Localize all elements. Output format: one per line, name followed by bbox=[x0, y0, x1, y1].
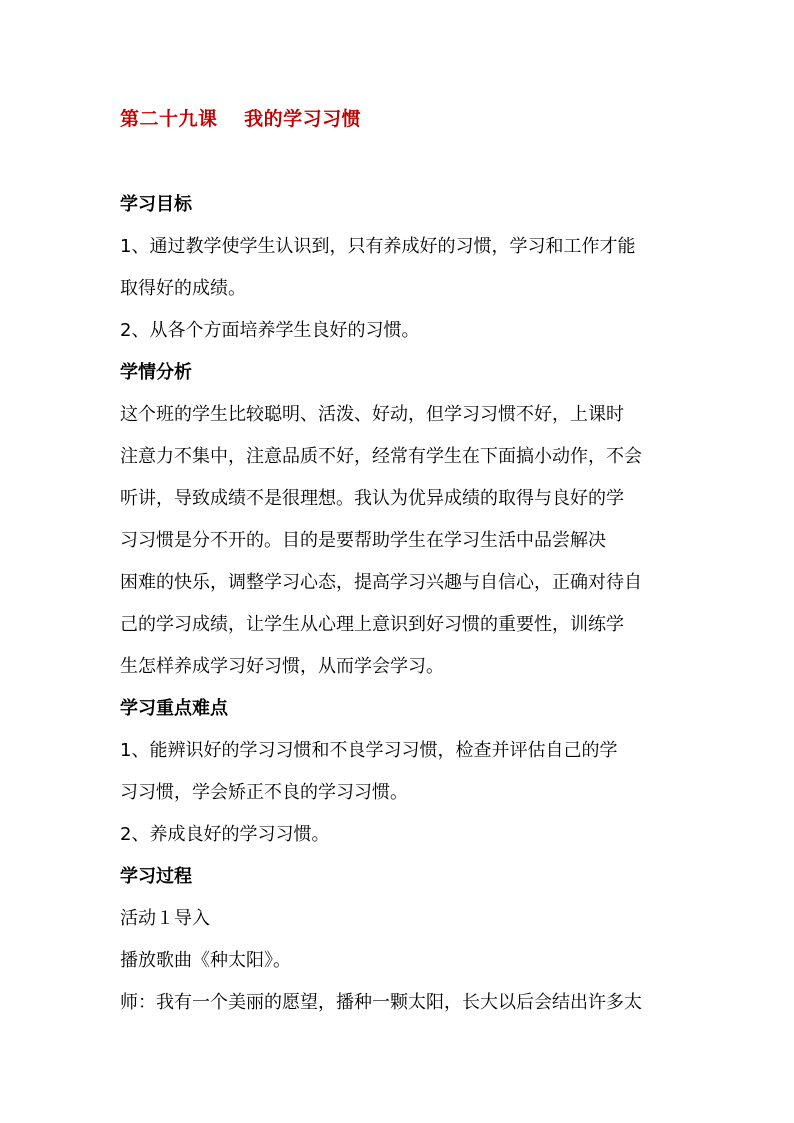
paragraph-line: 听讲，导致成绩不是很理想。我认为优异成绩的取得与良好的学 bbox=[120, 488, 624, 509]
section-heading-process: 学习过程 bbox=[120, 866, 192, 887]
lesson-title: 第二十九课 我的学习习惯 bbox=[120, 108, 362, 130]
paragraph-line: 习习惯，学会矫正不良的学习习惯。 bbox=[120, 782, 408, 803]
paragraph-line: 播放歌曲《种太阳》。 bbox=[120, 950, 291, 971]
paragraph-line: 1、通过教学使学生认识到，只有养成好的习惯，学习和工作才能 bbox=[120, 236, 636, 257]
paragraph-line: 取得好的成绩。 bbox=[120, 278, 246, 299]
paragraph-line: 2、养成良好的学习习惯。 bbox=[120, 824, 330, 845]
paragraph-line: 这个班的学生比较聪明、活泼、好动，但学习习惯不好，上课时 bbox=[120, 404, 624, 425]
section-heading-goals: 学习目标 bbox=[120, 194, 192, 215]
document-body bbox=[120, 184, 680, 1024]
section-heading-analysis: 学情分析 bbox=[120, 362, 192, 383]
paragraph-line: 注意力不集中，注意品质不好，经常有学生在下面搞小动作，不会 bbox=[120, 446, 642, 467]
paragraph-line: 2、从各个方面培养学生良好的习惯。 bbox=[120, 320, 420, 341]
paragraph-line: 活动１导入 bbox=[120, 908, 210, 929]
paragraph-line: 师：我有一个美丽的愿望，播种一颗太阳，长大以后会结出许多太 bbox=[120, 992, 642, 1013]
paragraph-line: 习习惯是分不开的。目的是要帮助学生在学习生活中品尝解决 bbox=[120, 530, 606, 551]
paragraph-line: 生怎样养成学习好习惯，从而学会学习。 bbox=[120, 656, 444, 677]
paragraph-line: 己的学习成绩，让学生从心理上意识到好习惯的重要性，训练学 bbox=[120, 614, 624, 635]
section-heading-key-points: 学习重点难点 bbox=[120, 698, 228, 719]
paragraph-line: 困难的快乐，调整学习心态，提高学习兴趣与自信心，正确对待自 bbox=[120, 572, 642, 593]
paragraph-line: 1、能辨识好的学习习惯和不良学习习惯，检查并评估自己的学 bbox=[120, 740, 618, 761]
